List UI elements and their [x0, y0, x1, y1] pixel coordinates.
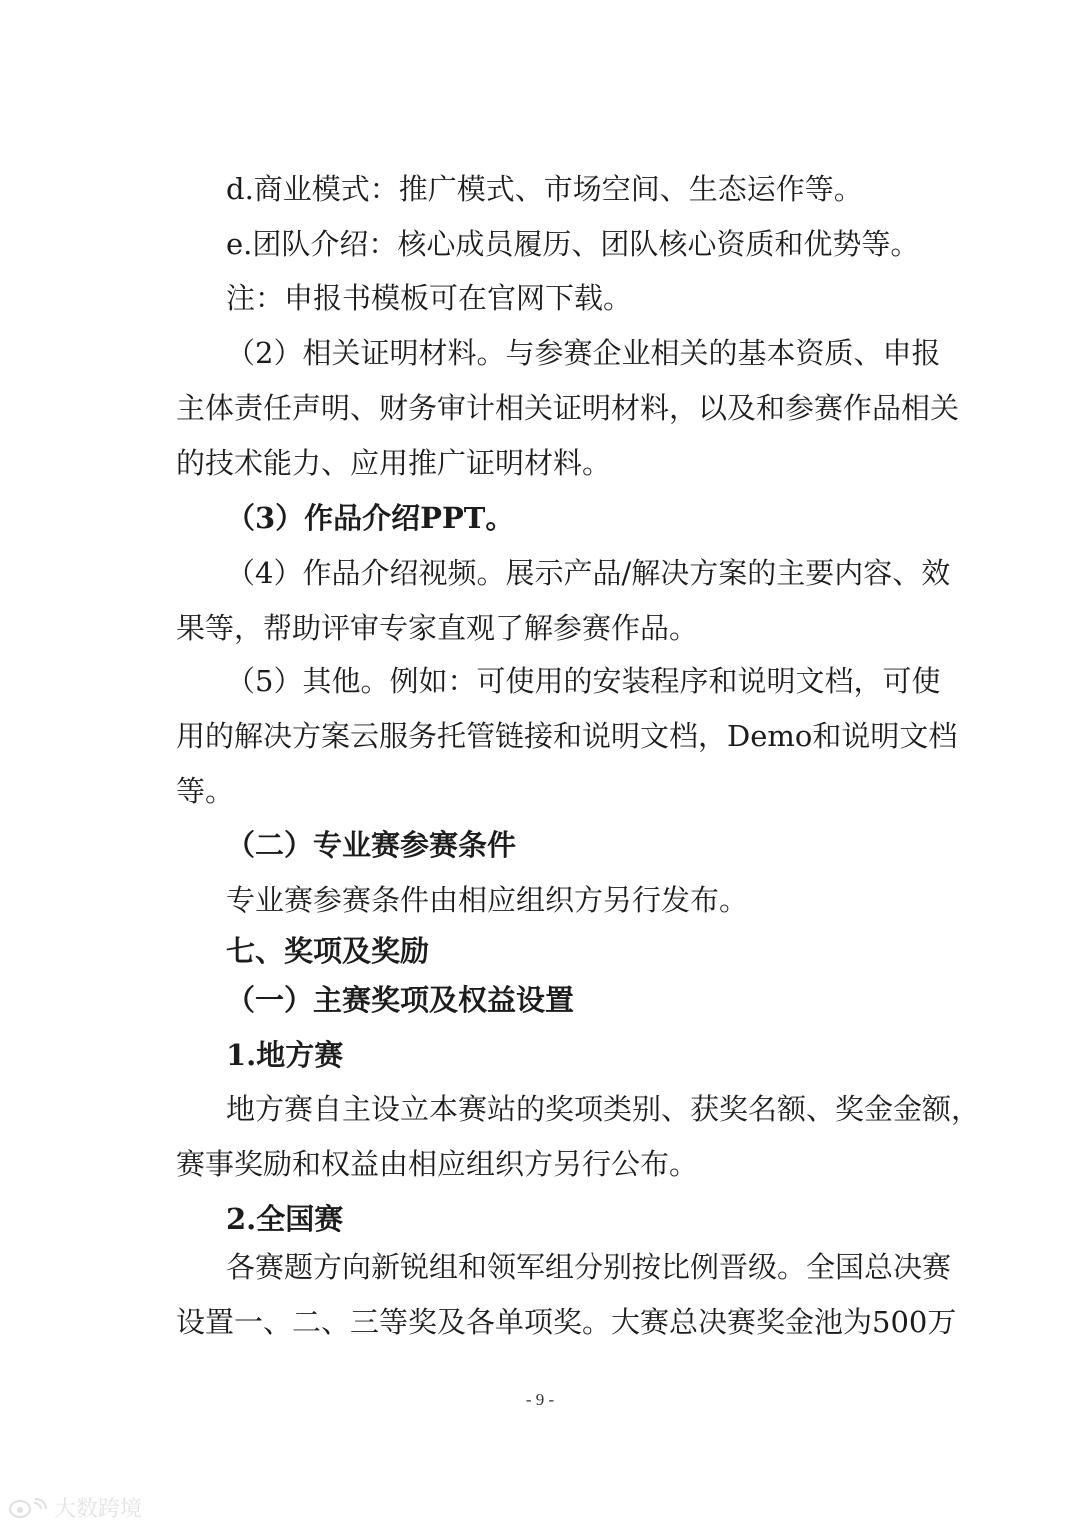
text-line: d.商业模式：推广模式、市场空间、生态运作等。 — [226, 172, 863, 206]
paragraph-business-model — [226, 162, 863, 217]
text-line: （4）作品介绍视频。展示产品/解决方案的主要内容、效 — [226, 556, 951, 590]
text-line: 地方赛自主设立本赛站的奖项类别、获奖名额、奖金金额， — [226, 1092, 981, 1126]
text-line: 的技术能力、应用推广证明材料。 — [176, 446, 612, 480]
text-line: 赛事奖励和权益由相应组织方另行公布。 — [176, 1147, 699, 1181]
paragraph-national-competition — [176, 1240, 956, 1350]
text-line: （二）专业赛参赛条件 — [226, 828, 517, 862]
paragraph-local-competition — [176, 1082, 980, 1192]
paragraph-ppt — [226, 491, 514, 546]
paragraph-note — [226, 271, 632, 326]
text-line: 等。 — [176, 774, 235, 808]
text-line: 各赛题方向新锐组和领军组分别按比例晋级。全国总决赛 — [226, 1250, 952, 1284]
heading-local-competition — [226, 1028, 343, 1083]
heading-awards — [226, 924, 429, 979]
text-line: 注：申报书模板可在官网下载。 — [226, 281, 633, 315]
text-line: 果等，帮助评审专家直观了解参赛作品。 — [176, 611, 699, 645]
text-line: （一）主赛奖项及权益设置 — [226, 983, 575, 1017]
heading-main-awards — [226, 973, 574, 1028]
heading-professional-conditions — [226, 818, 516, 873]
paragraph-other — [176, 654, 957, 819]
heading-national-competition — [226, 1192, 343, 1247]
weibo-logo-icon — [8, 1497, 48, 1519]
watermark — [8, 1492, 142, 1523]
text-line: （5）其他。例如：可使用的安装程序和说明文档，可使 — [226, 664, 941, 698]
paragraph-video — [176, 546, 950, 656]
page-number: - 9 - — [525, 1390, 555, 1409]
text-line: 2.全国赛 — [226, 1202, 344, 1236]
text-line: （3）作品介绍PPT。 — [226, 501, 515, 535]
text-line: （2）相关证明材料。与参赛企业相关的基本资质、申报 — [226, 336, 941, 370]
text-line: 主体责任声明、财务审计相关证明材料，以及和参赛作品相关 — [176, 391, 960, 425]
paragraph-professional-conditions — [226, 873, 748, 928]
text-line: 1.地方赛 — [226, 1038, 344, 1072]
text-line: 七、奖项及奖励 — [226, 934, 430, 968]
text-line: e.团队介绍：核心成员履历、团队核心资质和优势等。 — [226, 227, 920, 261]
watermark-text: 大数跨境 — [54, 1497, 143, 1522]
paragraph-team-intro — [226, 217, 919, 272]
text-line: 设置一、二、三等奖及各单项奖。大赛总决赛奖金池为500万 — [176, 1305, 957, 1339]
text-line: 用的解决方案云服务托管链接和说明文档，Demo和说明文档 — [176, 719, 958, 753]
paragraph-proof-materials — [176, 326, 959, 491]
text-line: 专业赛参赛条件由相应组织方另行发布。 — [226, 883, 749, 917]
